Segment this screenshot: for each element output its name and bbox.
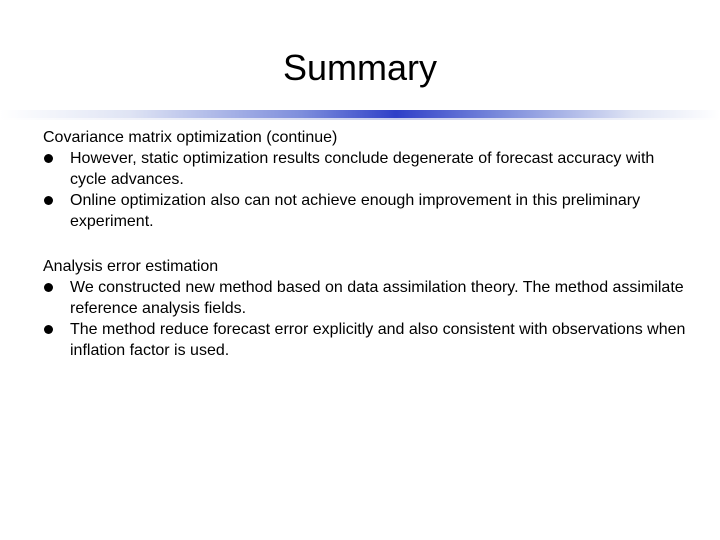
bullet-icon	[44, 283, 53, 292]
bullet-text: However, static optimization results conclude degenerate of forecast accuracy with cycle advances.	[70, 150, 655, 188]
slide-title: Summary	[282, 47, 438, 88]
title-divider	[0, 110, 720, 118]
bullet-list	[43, 148, 693, 232]
slide-body	[43, 127, 693, 361]
list-item	[43, 190, 693, 232]
bullet-icon	[44, 196, 53, 205]
section-covariance	[43, 127, 693, 232]
section-heading: Analysis error estimation	[43, 258, 219, 275]
title-divider-shadow	[0, 118, 720, 120]
list-item	[43, 148, 693, 190]
bullet-list	[43, 277, 693, 361]
bullet-text: The method reduce forecast error explicitly and also consistent with observations when inflation factor is used.	[70, 321, 686, 359]
bullet-icon	[44, 325, 53, 334]
list-item	[43, 277, 693, 319]
bullet-text: We constructed new method based on data assimilation theory. The method assimilate reference analysis fields.	[70, 279, 684, 317]
section-heading: Covariance matrix optimization (continue)	[43, 129, 338, 146]
bullet-icon	[44, 154, 53, 163]
section-analysis-error	[43, 256, 693, 361]
bullet-text: Online optimization also can not achieve enough improvement in this preliminary experiment.	[70, 192, 641, 230]
list-item	[43, 319, 693, 361]
